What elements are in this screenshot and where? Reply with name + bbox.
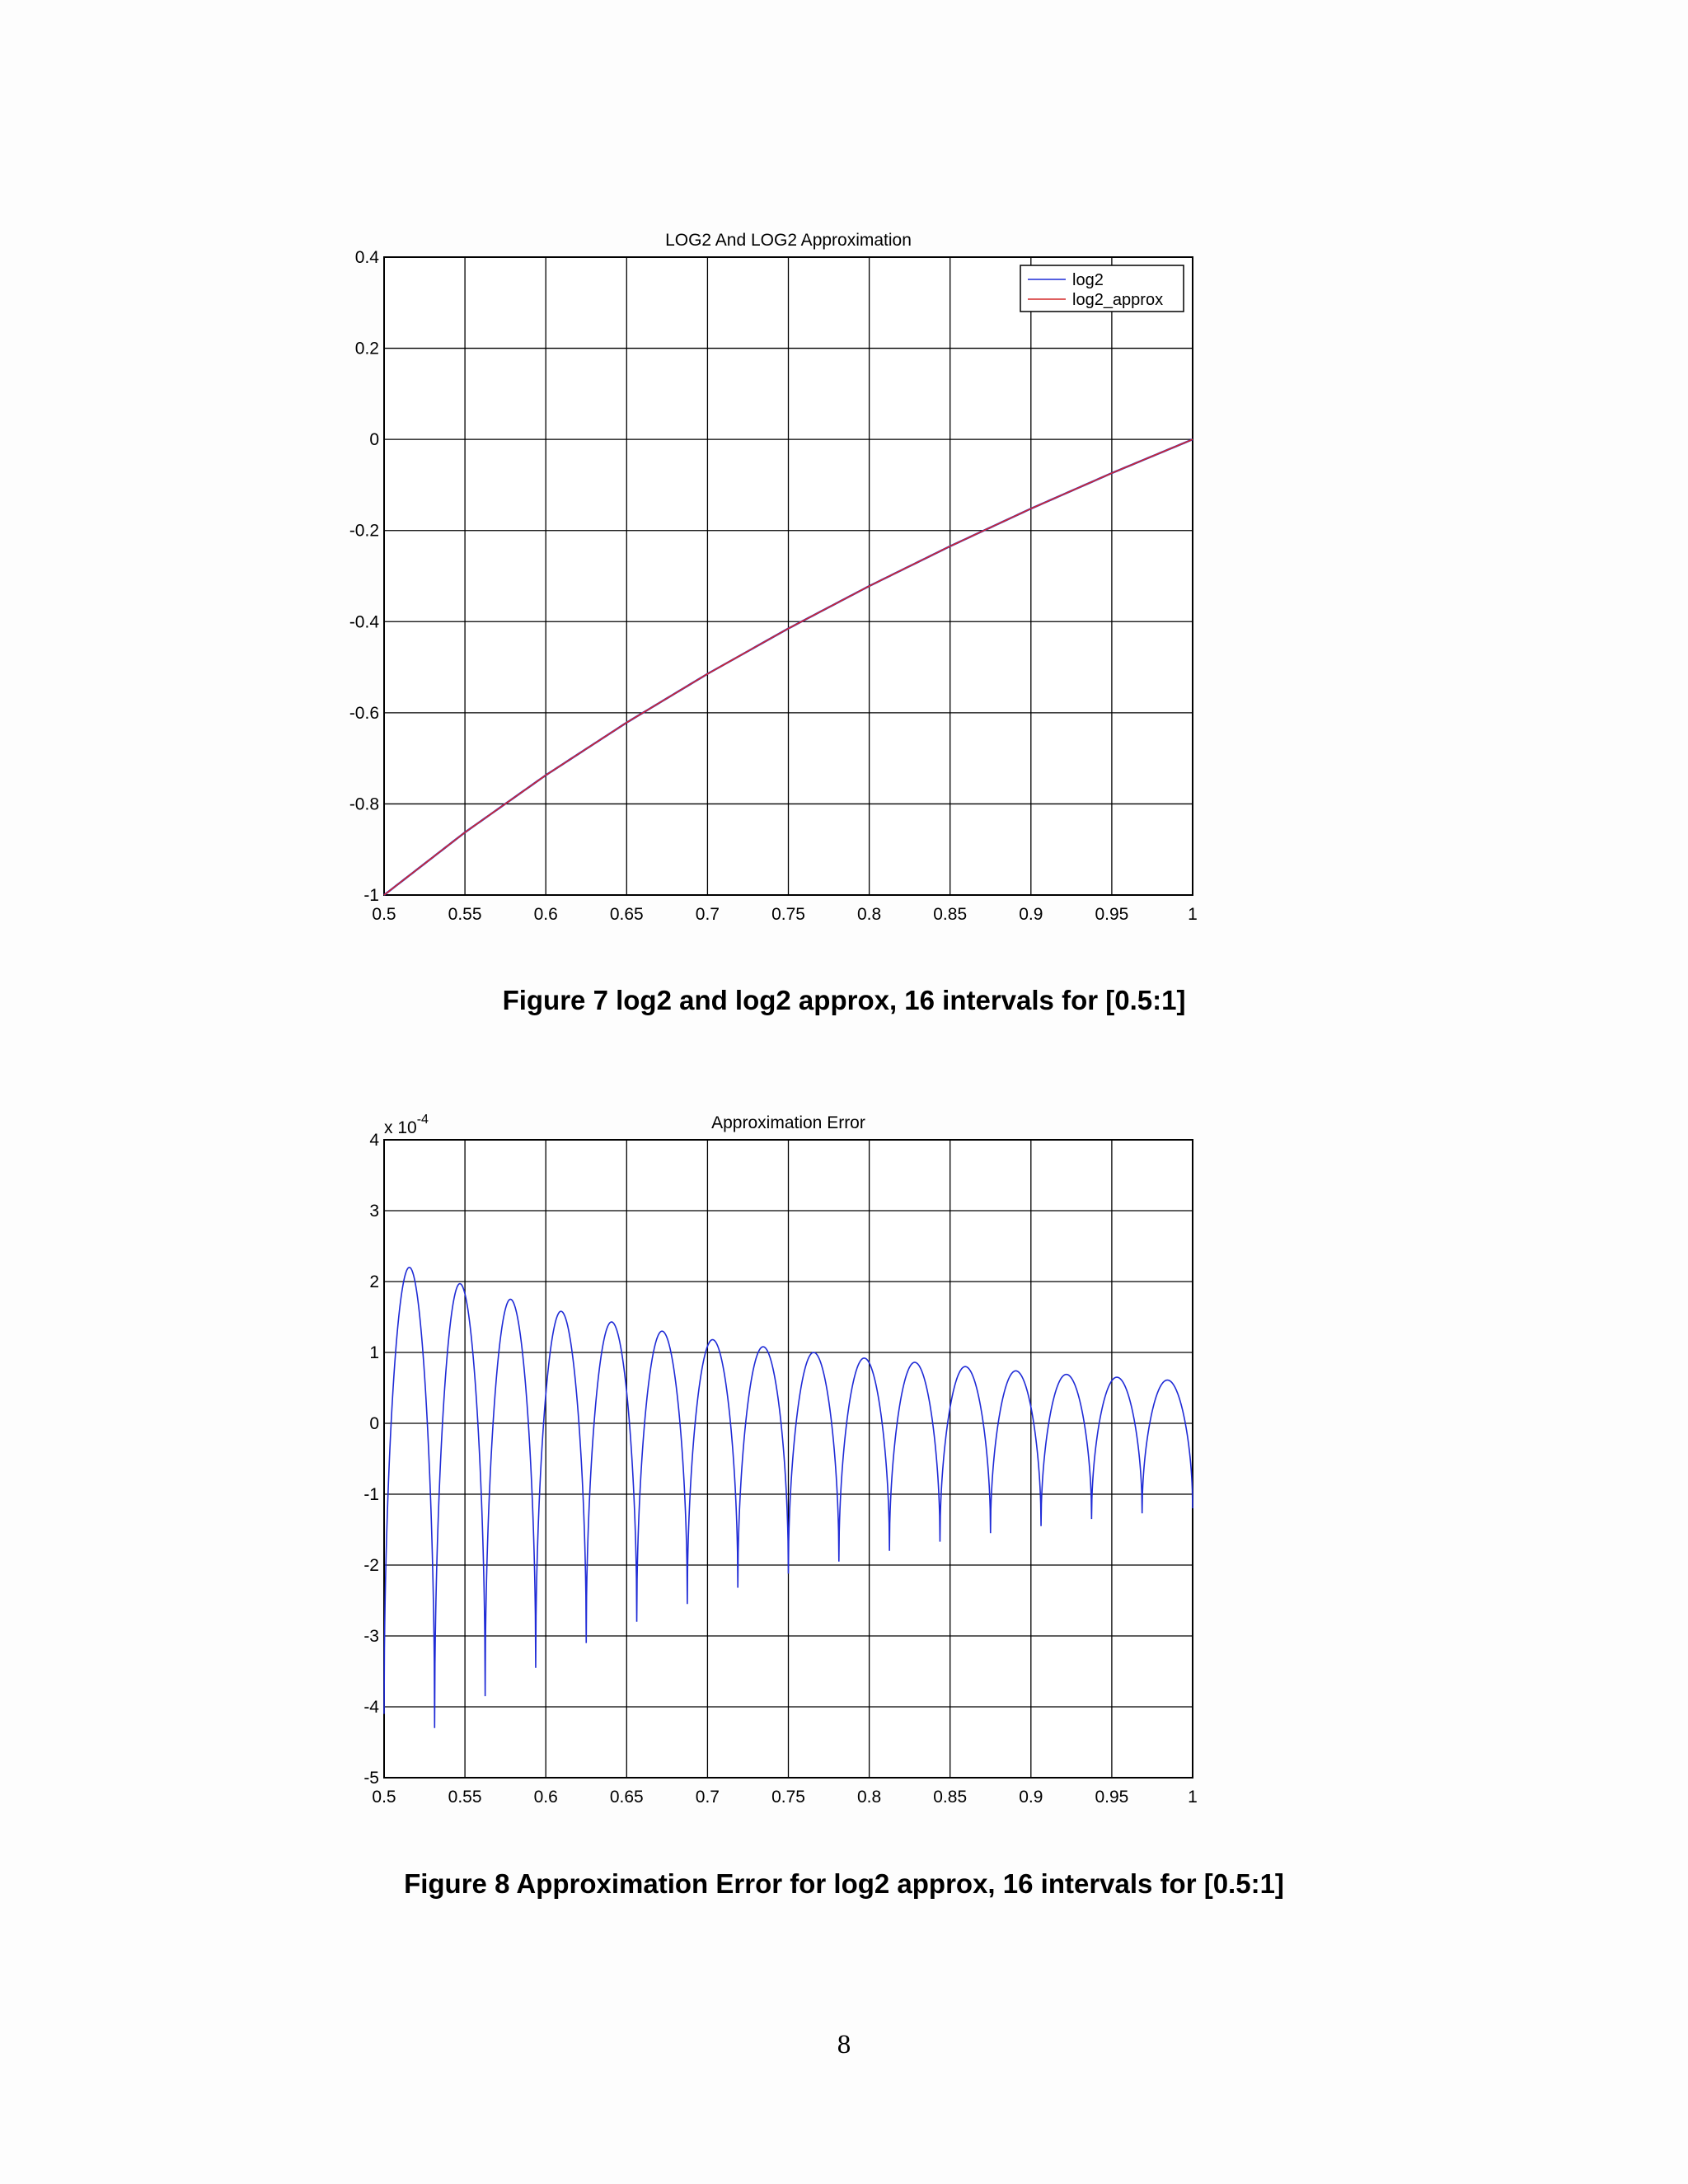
log2-chart-y-tick-label: -0.2: [349, 521, 379, 541]
exponent-base: x 10: [384, 1118, 417, 1137]
log2-chart-x-tick-label: 0.65: [609, 905, 644, 924]
log2-chart-title: LOG2 And LOG2 Approximation: [665, 231, 912, 250]
log2-chart-x-tick-label: 0.8: [856, 905, 882, 924]
legend: [1020, 265, 1184, 312]
error-chart-x-tick-label: 0.95: [1095, 1788, 1129, 1807]
error-chart-y-tick-label: 2: [369, 1272, 379, 1291]
error-chart-plot: [363, 1113, 1198, 1807]
log2-chart-y-tick-label: -1: [363, 886, 379, 905]
log2-chart-y-tick-label: -0.4: [349, 612, 379, 632]
error-chart-y-tick-label: 3: [369, 1202, 379, 1221]
error-chart-y-tick-label: -4: [363, 1698, 379, 1717]
error-chart-title: Approximation Error: [711, 1113, 865, 1132]
log2-chart-x-tick-label: 0.95: [1095, 905, 1129, 924]
error-chart-y-tick-label: -5: [363, 1769, 379, 1788]
error-chart-x-tick-label: 1: [1188, 1788, 1198, 1807]
error-chart-y-tick-label: 0: [369, 1414, 379, 1433]
log2-chart-x-tick-label: 1: [1188, 905, 1198, 924]
error-chart-y-tick-label: 4: [369, 1131, 379, 1150]
error-chart-x-tick-label: 0.85: [933, 1788, 968, 1807]
legend-label-log2: log2: [1072, 271, 1104, 289]
log2-chart-x-tick-label: 0.75: [771, 905, 805, 924]
log2-chart-x-tick-label: 0.7: [695, 905, 720, 924]
log2-chart-y-tick-label: 0.4: [354, 248, 379, 267]
figure-8-caption: Figure 8 Approximation Error for log2 approx, 16 intervals for [0.5:1]: [404, 1868, 1284, 1899]
log2-chart-y-tick-label: 0: [369, 430, 379, 450]
error-chart-x-tick-label: 0.7: [695, 1788, 720, 1807]
error-chart-x-tick-label: 0.75: [771, 1788, 805, 1807]
page-number: 8: [837, 2030, 851, 2060]
exponent-power: -4: [416, 1113, 429, 1127]
log2-chart-y-tick-label: 0.2: [354, 339, 379, 359]
error-chart-x-tick-label: 0.55: [448, 1788, 482, 1807]
log2-chart-y-tick-label: -0.6: [349, 703, 379, 723]
error-chart-y-tick-label: -3: [363, 1627, 379, 1646]
error-chart-x-tick-label: 0.8: [856, 1788, 882, 1807]
error-chart-x-tick-label: 0.9: [1019, 1788, 1043, 1807]
log2-chart-x-tick-label: 0.85: [933, 905, 968, 924]
log2-chart-x-tick-label: 0.6: [533, 905, 558, 924]
error-chart-x-tick-label: 0.5: [372, 1788, 396, 1807]
error-chart-y-tick-label: -1: [363, 1485, 379, 1504]
legend-label-log2-approx: log2_approx: [1072, 291, 1164, 309]
log2-chart-x-tick-label: 0.55: [448, 905, 482, 924]
figure-7-caption: Figure 7 log2 and log2 approx, 16 intervals for [0.5:1]: [502, 985, 1186, 1015]
error-chart-y-tick-label: -2: [363, 1556, 379, 1575]
exponent-multiplier-label: [384, 1113, 429, 1137]
error-chart-y-tick-label: 1: [369, 1343, 379, 1362]
log2-chart-y-tick-label: -0.8: [349, 794, 379, 814]
error-chart-x-tick-label: 0.65: [609, 1788, 644, 1807]
log2-chart-x-tick-label: 0.5: [372, 905, 396, 924]
log2-chart-plot: [349, 231, 1198, 924]
error-chart-x-tick-label: 0.6: [533, 1788, 558, 1807]
log2-chart-x-tick-label: 0.9: [1019, 905, 1043, 924]
